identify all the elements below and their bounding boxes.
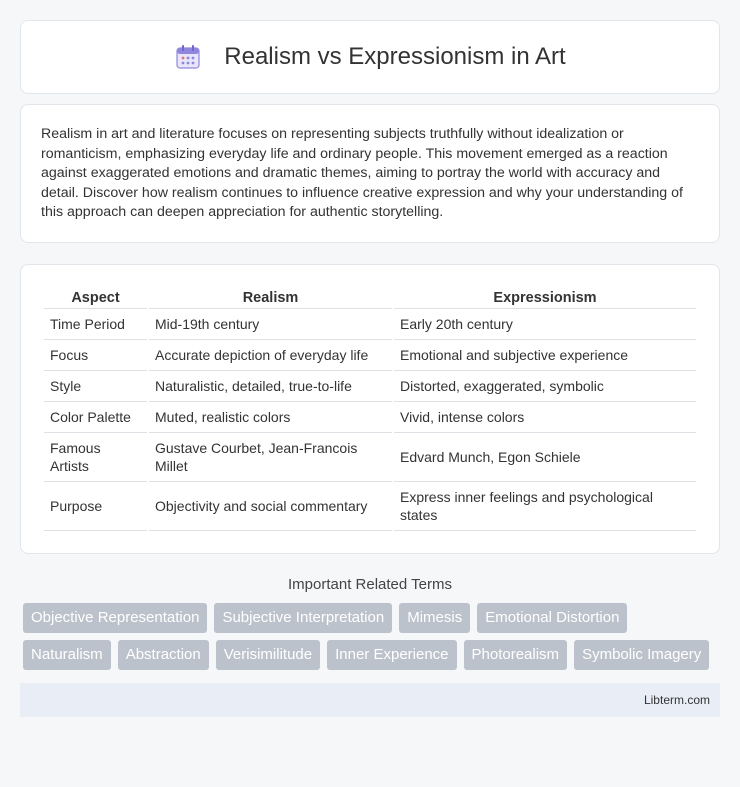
description-text: Realism in art and literature focuses on representing subjects truthfully without idealization or romanticism, emphasizing everyday life and ordinary people. This movement emerged as a reaction against exaggerated emotions and dramatic themes, aiming to portray the world with accuracy and detail. Discover how realism continues to influence creative expression and why your understanding of this approach can deepen appreciation for authentic storytelling. (41, 126, 683, 221)
table-row (44, 482, 696, 531)
footer (20, 683, 720, 717)
calendar-icon (174, 43, 202, 71)
cell-aspect: Focus (44, 340, 147, 371)
table-header-row (44, 285, 696, 309)
table-row (44, 371, 696, 402)
cell-aspect: Style (44, 371, 147, 402)
table-row (44, 340, 696, 371)
table-row (44, 433, 696, 482)
cell-aspect: Purpose (44, 482, 147, 531)
tag-inner-experience[interactable]: Inner Experience (327, 640, 456, 670)
cell-realism: Mid-19th century (149, 309, 392, 340)
cell-realism: Accurate depiction of everyday life (149, 340, 392, 371)
cell-expressionism: Vivid, intense colors (394, 402, 696, 433)
cell-expressionism: Early 20th century (394, 309, 696, 340)
cell-realism: Objectivity and social commentary (149, 482, 392, 531)
tag-subjective-interpretation[interactable]: Subjective Interpretation (214, 603, 392, 633)
header-realism: Realism (149, 285, 392, 309)
tag-mimesis[interactable]: Mimesis (399, 603, 470, 633)
tag-photorealism[interactable]: Photorealism (464, 640, 568, 670)
header-expressionism: Expressionism (394, 285, 696, 309)
tag-naturalism[interactable]: Naturalism (23, 640, 111, 670)
header-aspect: Aspect (44, 285, 147, 309)
comparison-table-card (20, 264, 720, 554)
table-row (44, 309, 696, 340)
related-terms-list (20, 603, 720, 670)
related-terms-title: Important Related Terms (288, 576, 452, 593)
tag-symbolic-imagery[interactable]: Symbolic Imagery (574, 640, 709, 670)
cell-aspect: Time Period (44, 309, 147, 340)
cell-realism: Naturalistic, detailed, true-to-life (149, 371, 392, 402)
cell-aspect: Color Palette (44, 402, 147, 433)
cell-expressionism: Emotional and subjective experience (394, 340, 696, 371)
tag-verisimilitude[interactable]: Verisimilitude (216, 640, 320, 670)
cell-expressionism: Distorted, exaggerated, symbolic (394, 371, 696, 402)
cell-expressionism: Edvard Munch, Egon Schiele (394, 433, 696, 482)
description-card (20, 104, 720, 243)
cell-aspect: Famous Artists (44, 433, 147, 482)
tag-objective-representation[interactable]: Objective Representation (23, 603, 207, 633)
table-row (44, 402, 696, 433)
cell-realism: Gustave Courbet, Jean-Francois Millet (149, 433, 392, 482)
title-card (20, 20, 720, 94)
tag-emotional-distortion[interactable]: Emotional Distortion (477, 603, 627, 633)
page-title: Realism vs Expressionism in Art (224, 43, 566, 70)
tag-abstraction[interactable]: Abstraction (118, 640, 209, 670)
comparison-table (42, 285, 698, 531)
cell-realism: Muted, realistic colors (149, 402, 392, 433)
footer-site-link[interactable]: Libterm.com (643, 693, 710, 707)
cell-expressionism: Express inner feelings and psychological states (394, 482, 696, 531)
